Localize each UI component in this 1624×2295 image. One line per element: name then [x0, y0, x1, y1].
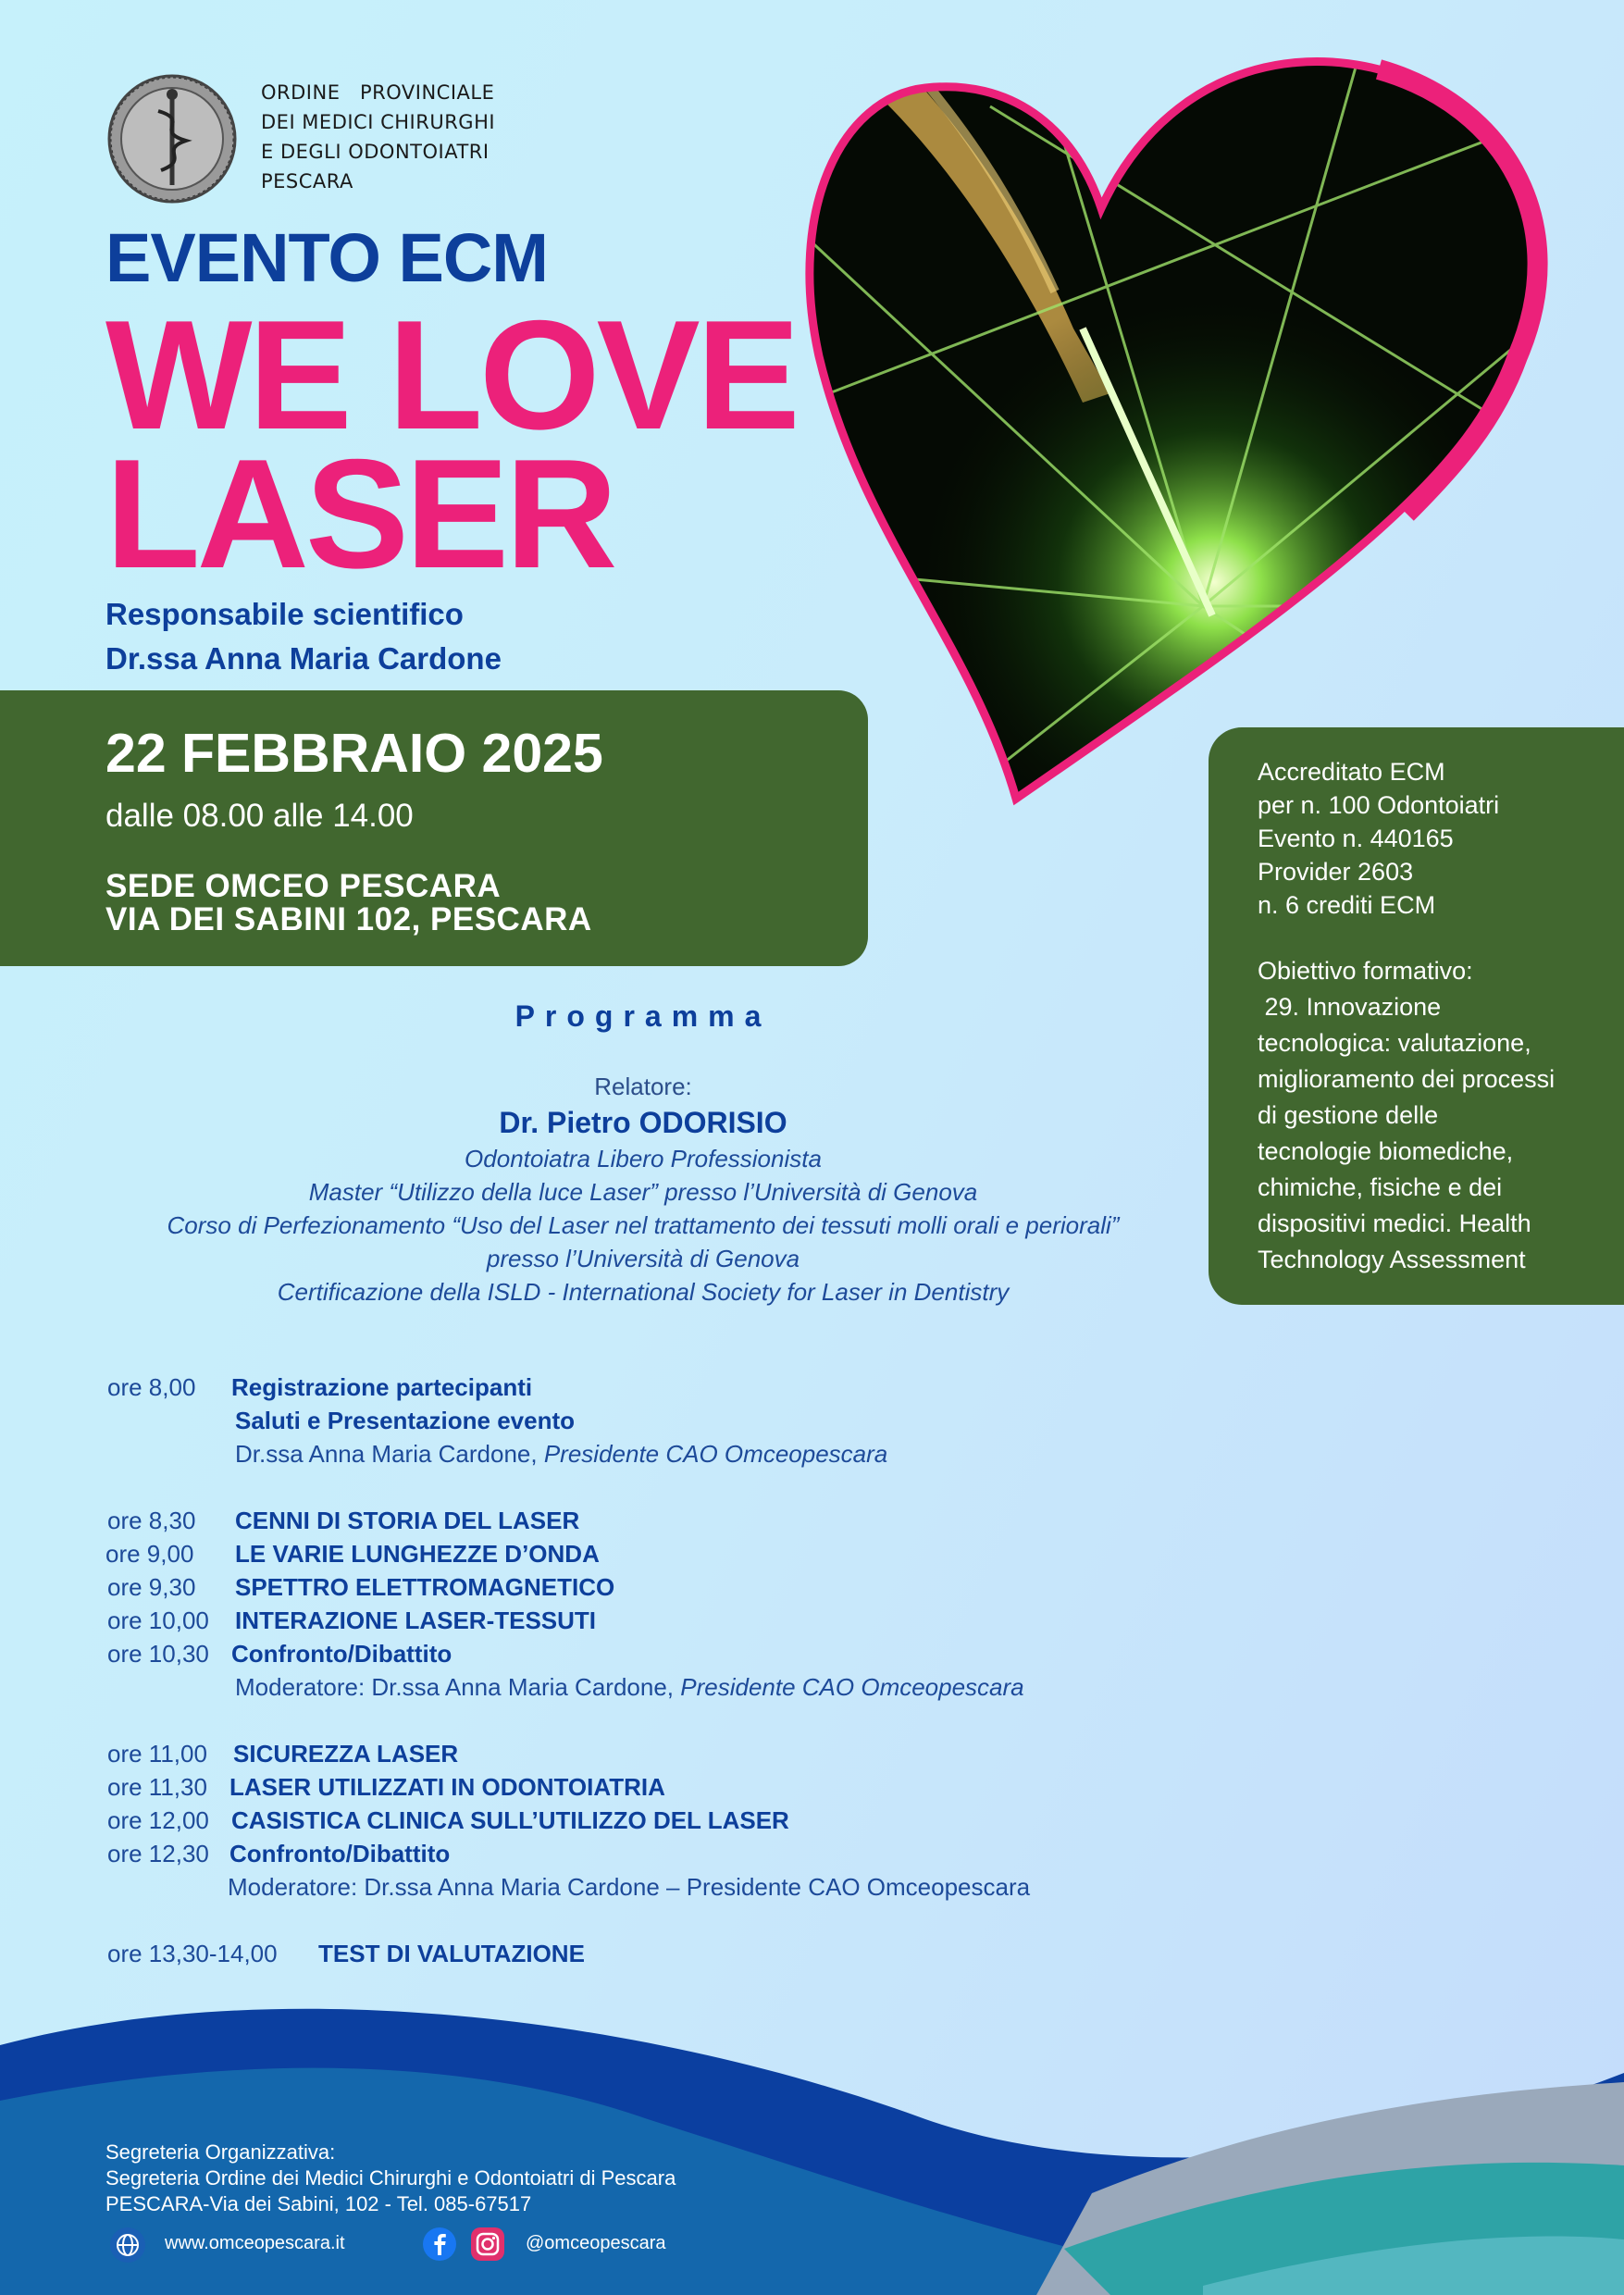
speaker-info: Certificazione della ISLD - International Society for Laser in Dentistry: [277, 1278, 1010, 1306]
schedule-title-text: Registrazione partecipanti: [231, 1373, 533, 1401]
ecm-line: Provider 2603: [1258, 858, 1414, 886]
website-link[interactable]: www.omceopescara.it: [165, 2233, 345, 2253]
schedule-title-text: Saluti e Presentazione evento: [235, 1407, 576, 1434]
org-line: E DEGLI ODONTOIATRI: [261, 141, 490, 163]
schedule-time: ore 13,30-14,00: [107, 1940, 278, 1967]
scientific-lead: [105, 592, 502, 681]
schedule-title: [235, 1507, 579, 1535]
schedule-time: ore 9,00: [105, 1540, 194, 1568]
schedule-time: ore 12,00: [107, 1806, 209, 1834]
schedule-time: ore 10,00: [107, 1606, 209, 1634]
schedule-time: ore 12,30: [107, 1840, 209, 1867]
objective-line: Technology Assessment: [1258, 1246, 1526, 1273]
schedule-note-name: Moderatore: Dr.ssa Anna Maria Cardone,: [235, 1673, 681, 1701]
schedule-time: ore 10,30: [107, 1640, 209, 1668]
schedule-title: [235, 1407, 575, 1435]
ecm-line: per n. 100 Odontoiatri: [1258, 791, 1500, 819]
speaker-info: Odontoiatra Libero Professionista: [465, 1145, 822, 1172]
schedule-time: ore 11,30: [107, 1773, 207, 1801]
ecm-line: Evento n. 440165: [1258, 825, 1454, 852]
scientific-lead-label: Responsabile scientifico: [105, 597, 464, 631]
schedule-title-text: CASISTICA CLINICA SULL’UTILIZZO DEL LASER: [231, 1806, 789, 1834]
org-line: ORDINE PROVINCIALE: [261, 81, 495, 104]
schedule-title: [235, 1540, 600, 1569]
program-heading: Programma: [514, 999, 772, 1033]
objective-line: di gestione delle: [1258, 1101, 1439, 1129]
title-line-1: WE LOVE: [105, 288, 797, 462]
objective-line: tecnologie biomediche,: [1258, 1137, 1514, 1165]
ecm-line: n. 6 crediti ECM: [1258, 891, 1436, 919]
schedule-title: [231, 1373, 532, 1402]
venue-line-2: VIA DEI SABINI 102, PESCARA: [105, 901, 592, 937]
ecm-line: Accreditato ECM: [1258, 758, 1445, 786]
footer-line: PESCARA-Via dei Sabini, 102 - Tel. 085-67517: [105, 2192, 532, 2215]
schedule-title: [231, 1806, 789, 1835]
schedule-note: [235, 1673, 1024, 1702]
schedule-title: [229, 1840, 450, 1868]
event-time: dalle 08.00 alle 14.00: [105, 798, 414, 834]
org-name: [261, 78, 495, 196]
speaker-block: [0, 1070, 1286, 1309]
schedule-title: [229, 1773, 665, 1802]
footer-line: Segreteria Organizzativa:: [105, 2140, 336, 2164]
schedule-title: [231, 1640, 452, 1669]
org-line: DEI MEDICI CHIRURGHI: [261, 111, 496, 133]
order-seal-logo: [107, 74, 237, 204]
heart-laser-image: [805, 51, 1592, 810]
schedule-title-text: SICUREZZA LASER: [233, 1740, 459, 1768]
schedule-title: [233, 1740, 458, 1768]
event-venue: [105, 870, 592, 937]
schedule-title-text: Confronto/Dibattito: [231, 1640, 452, 1668]
objective-line: Obiettivo formativo:: [1258, 957, 1473, 985]
footer-secretariat: [105, 2140, 676, 2217]
schedule-note: Moderatore: Dr.ssa Anna Maria Cardone – Presidente CAO Omceopescara: [228, 1873, 1031, 1901]
schedule-title: [235, 1606, 596, 1635]
scientific-lead-name: Dr.ssa Anna Maria Cardone: [105, 641, 502, 676]
ecm-accreditation: [1258, 755, 1618, 922]
schedule-title-text: INTERAZIONE LASER-TESSUTI: [235, 1606, 597, 1634]
event-title: [105, 288, 797, 601]
objective-line: chimiche, fisiche e dei: [1258, 1173, 1503, 1201]
instagram-icon[interactable]: [470, 2227, 505, 2262]
schedule-title-text: CENNI DI STORIA DEL LASER: [235, 1507, 580, 1534]
social-handle[interactable]: @omceopescara: [526, 2233, 666, 2253]
schedule-title: [318, 1940, 585, 1968]
schedule-title-text: LASER UTILIZZATI IN ODONTOIATRIA: [229, 1773, 665, 1801]
event-date: 22 FEBBRAIO 2025: [105, 723, 603, 784]
speaker-info: Master “Utilizzo della luce Laser” presso l’Università di Genova: [308, 1178, 978, 1206]
schedule-title-text: SPETTRO ELETTROMAGNETICO: [235, 1573, 615, 1601]
schedule-note-role: Presidente CAO Omceopescara: [680, 1673, 1024, 1701]
facebook-icon[interactable]: [422, 2227, 457, 2262]
schedule-title-text: Confronto/Dibattito: [229, 1840, 451, 1867]
schedule-time: ore 9,30: [107, 1573, 196, 1601]
schedule-title-text: LE VARIE LUNGHEZZE D’ONDA: [235, 1540, 600, 1568]
footer-line: Segreteria Ordine dei Medici Chirurghi e Odontoiatri di Pescara: [105, 2166, 676, 2190]
schedule-item: [107, 1373, 195, 1402]
speaker-info: presso l’Università di Genova: [486, 1245, 800, 1272]
schedule-time: ore 11,00: [107, 1740, 207, 1768]
org-line: PESCARA: [261, 170, 353, 192]
schedule-note-name: Dr.ssa Anna Maria Cardone,: [235, 1440, 544, 1468]
ecm-objective: [1258, 953, 1618, 1278]
schedule-title: [235, 1573, 614, 1602]
objective-line: dispositivi medici. Health: [1258, 1210, 1531, 1237]
schedule-time: ore 8,00: [107, 1373, 196, 1401]
schedule-note-role: Presidente CAO Omceopescara: [543, 1440, 888, 1468]
schedule-time: ore 8,30: [107, 1507, 196, 1534]
event-type-heading: EVENTO ECM: [105, 219, 548, 296]
venue-line-1: SEDE OMCEO PESCARA: [105, 868, 502, 904]
schedule-title-text: TEST DI VALUTAZIONE: [318, 1940, 585, 1967]
speaker-label: Relatore:: [594, 1073, 692, 1100]
schedule-note: [235, 1440, 887, 1469]
globe-icon: [109, 2227, 146, 2264]
speaker-info: Corso di Perfezionamento “Uso del Laser nel trattamento dei tessuti molli orali e periorali”: [167, 1211, 1120, 1239]
speaker-name: Dr. Pietro ODORISIO: [499, 1106, 787, 1139]
title-line-2: LASER: [105, 427, 614, 601]
objective-line: 29. Innovazione: [1258, 993, 1442, 1021]
objective-line: miglioramento dei processi: [1258, 1065, 1556, 1093]
objective-line: tecnologica: valutazione,: [1258, 1029, 1531, 1057]
